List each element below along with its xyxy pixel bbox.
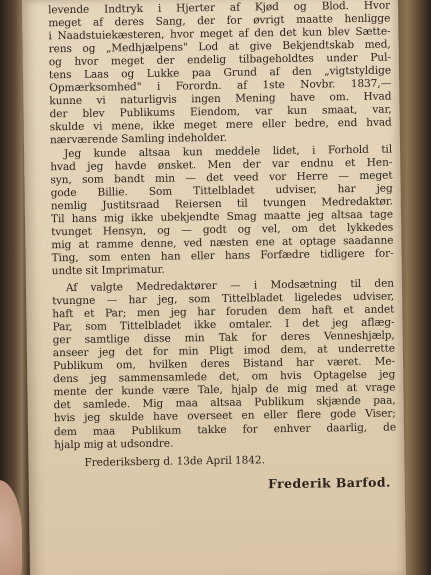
date-line: Frederiksberg d. 13de April 1842. [84,453,265,469]
text-line: Jeg kunde altsaa kun meddele lidet, i Forhold til [64,143,393,160]
text-line: det samlede. Mig maa altsaa Publikum skjænde paa, [53,394,396,412]
text-line: Opmærksomhed" i Forordn. af 1ste Novbr. 1837,— [49,77,392,95]
text-line: ger samtlige disse min Tak for deres Venneshjælp, [52,329,395,347]
text-line: meget af deres Sang, der for øvrigt maatte henligge [48,12,391,30]
text-line: anseer jeg det for min Pligt imod dem, at underrette [52,342,395,360]
text-line: hvad jeg havde ønsket. Men der var endnu et Hen- [50,156,393,173]
text-line: rens og „Medhjælpens" Lod at give Bekjendtskab med, [48,38,391,56]
text-line: kunne vi naturligvis ingen Mening have om. Hvad [49,90,392,108]
thumb [0,480,22,575]
text-line: levende Indtryk i Hjerter af Kjød og Blod. Hvor [48,0,391,17]
text-line: haft et Par; men jeg har foruden dem haft et andet [52,303,395,321]
text-line: dens jeg sammensamlede det, om hvis Optagelse jeg [53,368,396,386]
text-line: der blev Publikums Eiendom, var kun smaat, var, [49,103,392,121]
text-line: undte sit Imprimatur. [51,263,165,278]
text-line: nærværende Samling indeholder. [49,132,227,147]
text-line: Af valgte Medredaktører — i Modsætning til den [65,277,395,295]
text-line: hjalp mig at udsondre. [54,437,174,451]
text-line: hvis jeg skulde have overseet en eller flere gode Viser; [53,407,396,425]
text-line: tvungne — har jeg, som Tittelbladet ligeledes udviser, [52,290,395,308]
text-line: syn, som bandt min — det veed vor Herre — meget [50,169,393,186]
text-line: Par, som Tittelbladet ikke omtaler. I det jeg aflæg- [52,316,395,334]
text-line: og hvor meget der endelig tilbageholdtes under Pul- [48,51,391,69]
text-line: Publikum om, hvilken deres Bistand har været. Me- [52,355,396,373]
text-line: Til hans mig ikke ubekjendte Smag maatte jeg altsaa tage [50,208,394,226]
text-line: i Naadstuiekæsteren, hvor meget af den det kun blev Sætte- [48,25,391,43]
book-page [22,0,406,575]
text-line: tvunget Hensyn, og — godt og vel, om det lykkedes [51,221,394,239]
text-line: skulde vi mene, ikke meget mere eller bedre, end hvad [49,116,392,134]
signature: Frederik Barfod. [267,474,391,491]
page-text [48,0,397,493]
text-line: Ting, som enten han eller hans Forfædre tidligere for- [51,247,394,265]
text-line: dem maa Publikum takke for enhver daarlig, de [53,420,397,438]
text-line: mente der kunde være Tale, hjalp de mig med at vrage [53,381,396,399]
text-line: mig at ramme denne, ved næsten ene at optage saadanne [51,234,394,252]
text-line: nemlig Justitsraad Reiersen til tvungen Medredaktør. [50,195,393,212]
text-line: gode Billie. Som Tittelbladet udviser, har jeg [50,182,393,199]
text-line: tens Laas og Lukke paa Grund af den „vigtstyldige [48,64,392,82]
